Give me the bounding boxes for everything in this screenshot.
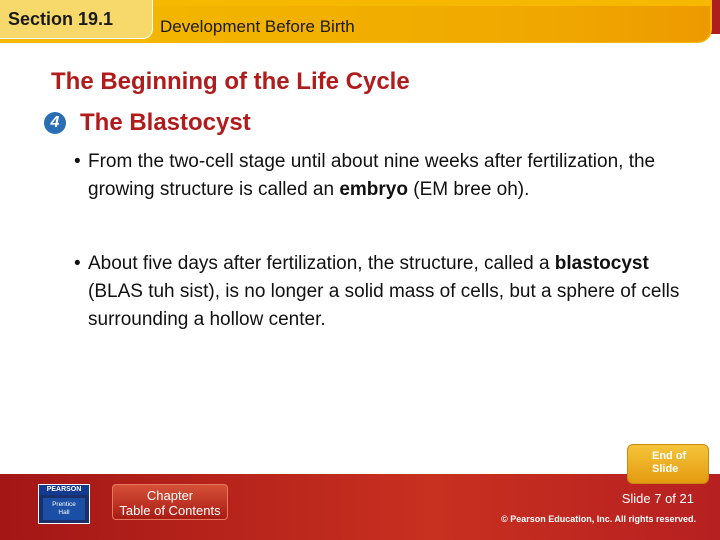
bullet-item <box>74 148 688 204</box>
prentice-hall-logo: Prentice Hall <box>43 498 85 520</box>
bullet-text: (EM bree oh). <box>407 179 530 200</box>
bullet-marker: • <box>74 253 81 274</box>
pearson-wordmark: PEARSON <box>39 485 89 495</box>
vocab-term: embryo <box>339 179 408 200</box>
subheading-row <box>44 108 251 138</box>
section-title: Development Before Birth <box>160 17 355 36</box>
number-badge-icon: 4 <box>44 112 66 134</box>
end-of-slide-line: End of <box>652 450 687 462</box>
chapter-toc-button[interactable] <box>112 484 228 520</box>
bullet-text: (BLAS tuh sist), is no longer a solid mass of cells, but a sphere of cells surrounding a hollow center. <box>88 281 680 330</box>
section-tab <box>0 0 153 39</box>
bullet-text: About five days after fertilization, the structure, called a <box>88 253 555 274</box>
section-label: Section 19.1 <box>8 9 114 29</box>
subheading: The Blastocyst <box>80 109 251 136</box>
header-band <box>0 0 720 48</box>
pearson-logo[interactable] <box>38 484 90 524</box>
toc-label-line: Chapter <box>146 488 194 503</box>
end-of-slide-line: Slide <box>652 463 679 475</box>
copyright: © Pearson Education, Inc. All rights reserved. <box>501 514 696 524</box>
footer-band <box>0 474 720 540</box>
page-title: The Beginning of the Life Cycle <box>51 68 410 95</box>
end-of-slide-label <box>652 450 686 476</box>
end-of-slide-button[interactable] <box>627 444 709 484</box>
toc-label-line: Table of Contents <box>119 503 221 518</box>
bullet-text: From the two-cell stage until about nine weeks after fertilization, the growing structure is called an <box>88 151 656 200</box>
vocab-term: blastocyst <box>554 253 649 274</box>
bullet-marker: • <box>74 151 81 172</box>
slide-number: Slide 7 of 21 <box>621 491 694 506</box>
bullet-item <box>74 250 688 334</box>
